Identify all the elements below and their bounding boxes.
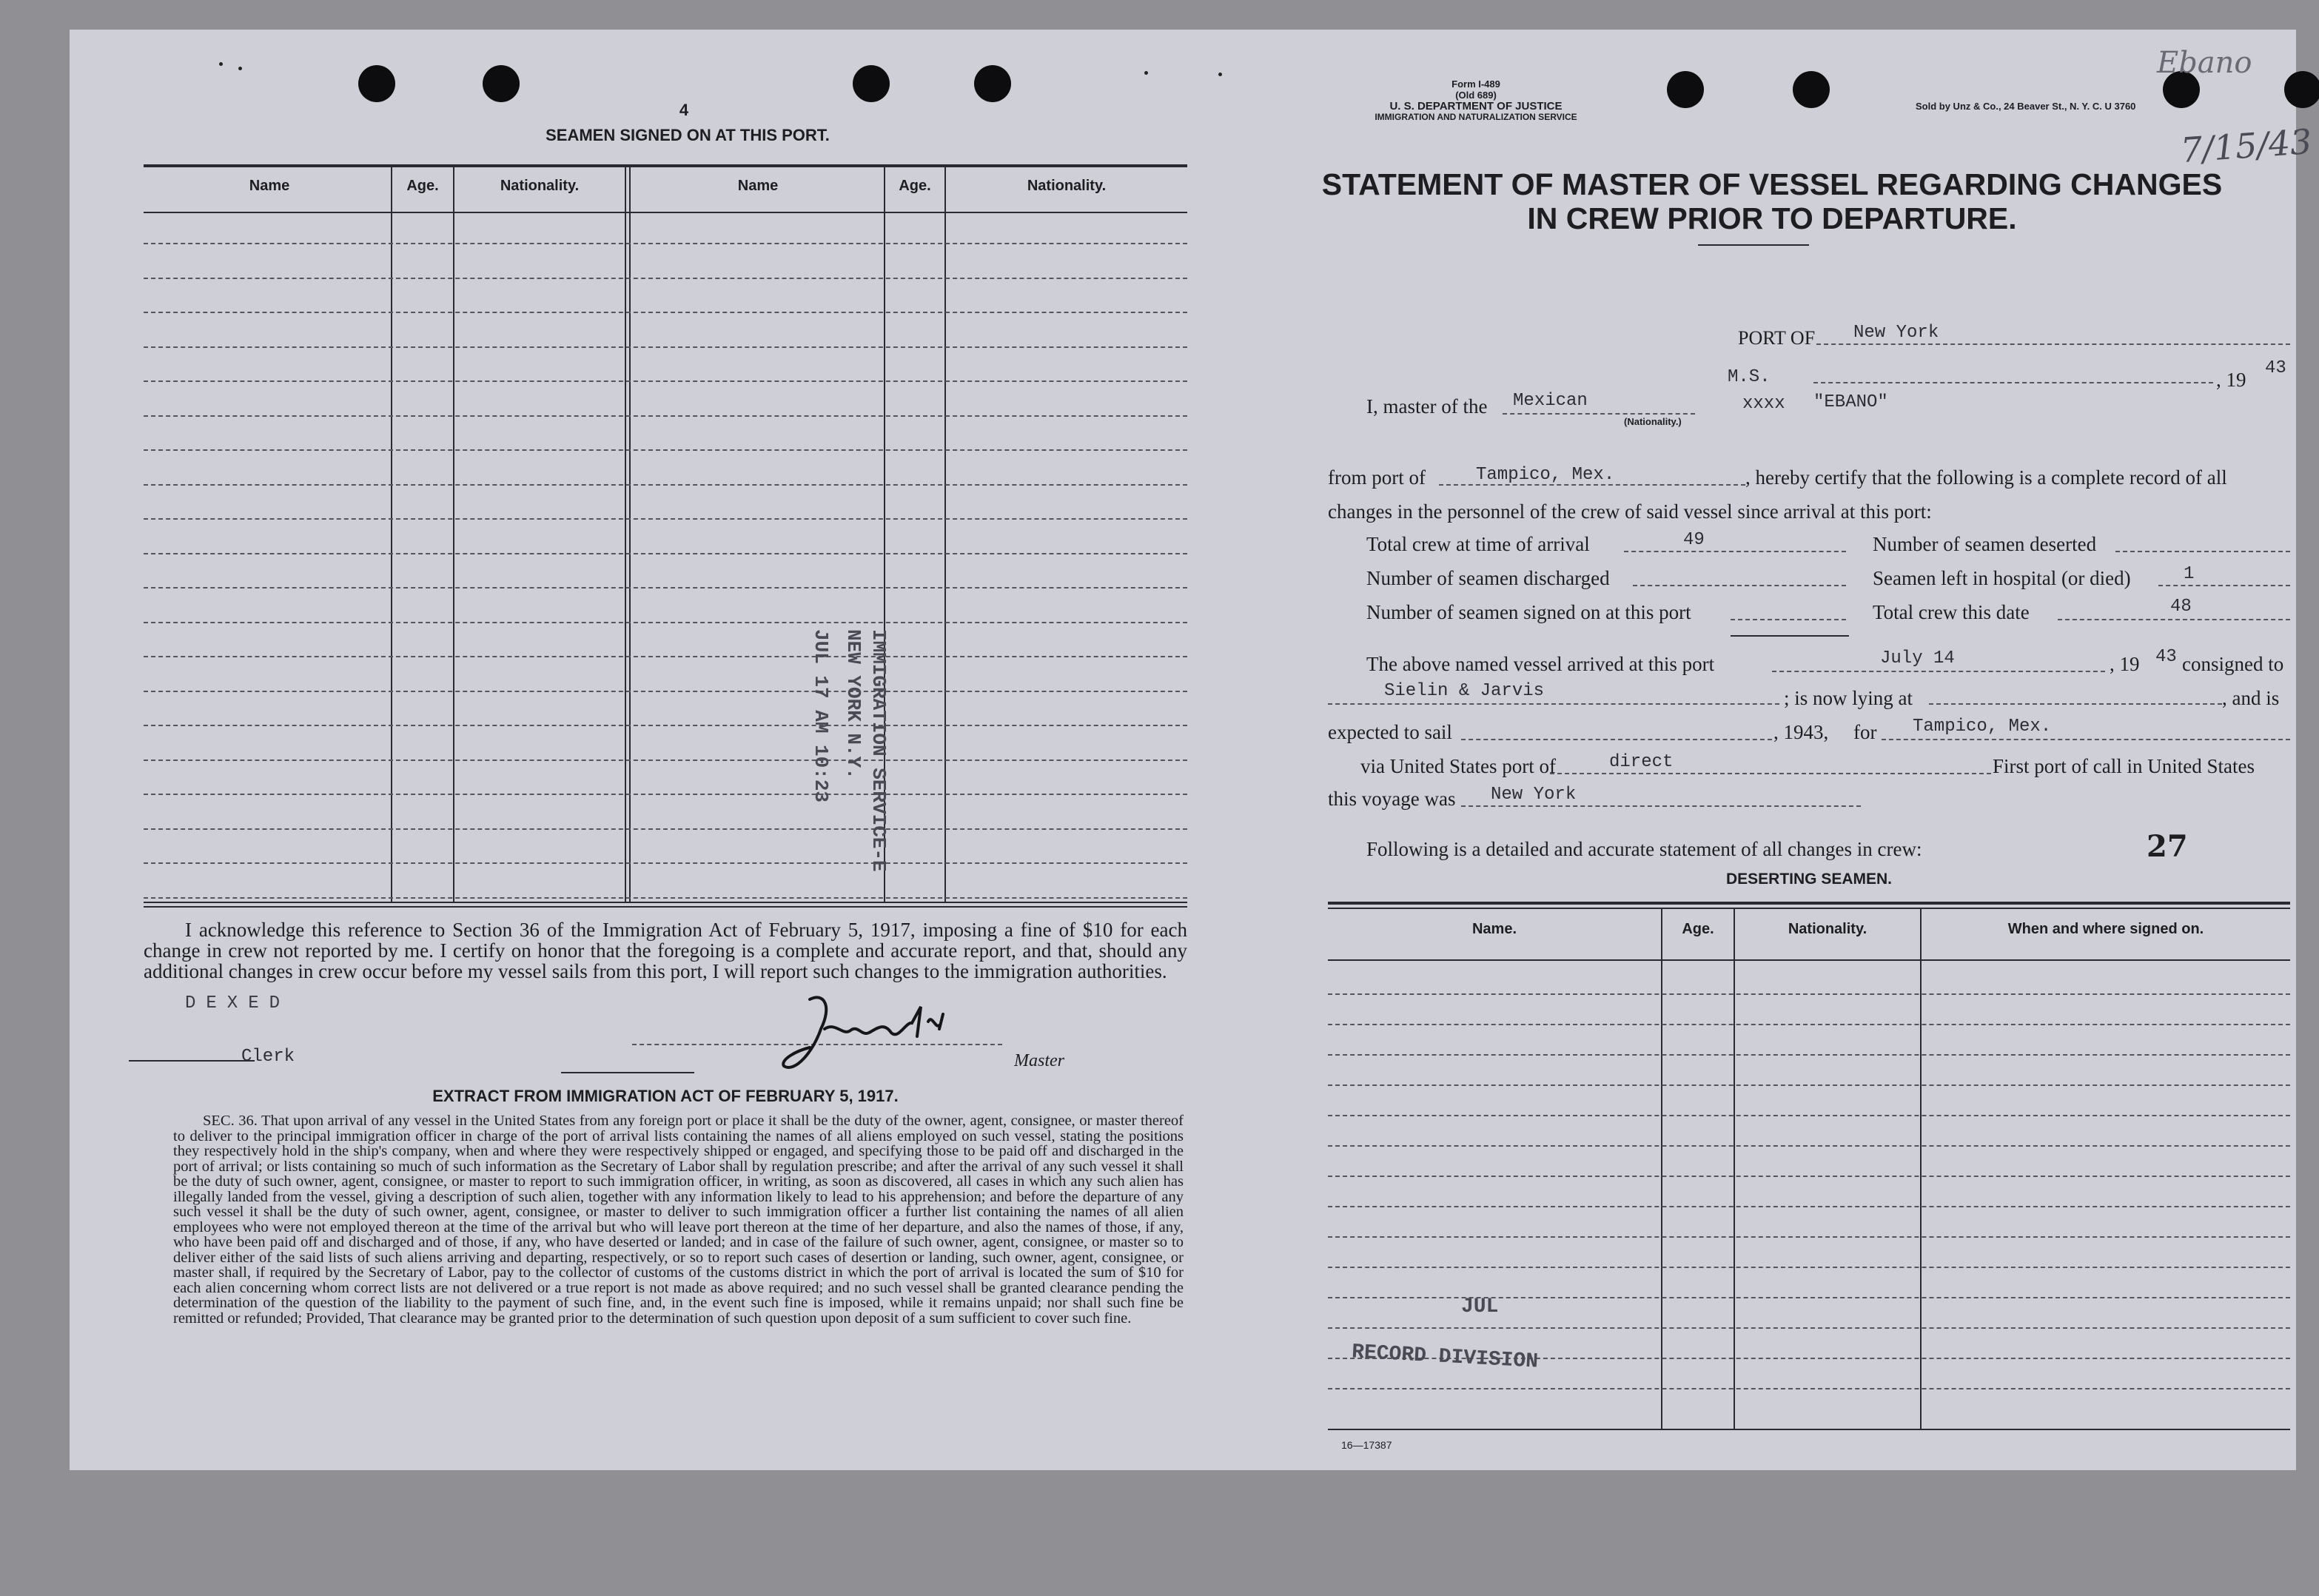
col-header-name: Name. bbox=[1471, 921, 1517, 937]
col-header-name: Name bbox=[249, 178, 290, 194]
table-row bbox=[144, 243, 1187, 244]
form-old: (Old 689) bbox=[1455, 90, 1497, 101]
table-row bbox=[1328, 1327, 2290, 1329]
total-arrival-label: Total crew at time of arrival bbox=[1366, 533, 1590, 555]
table-row bbox=[144, 760, 1187, 761]
nationality-value: Mexican bbox=[1513, 391, 1588, 411]
following-text: Following is a detailed and accurate statement of all changes in crew: bbox=[1366, 838, 1922, 860]
master-label: Master bbox=[1014, 1051, 1064, 1070]
deserting-title: DESERTING SEAMEN. bbox=[1725, 871, 1893, 888]
footer-code: 16—17387 bbox=[1341, 1439, 1392, 1451]
binder-hole bbox=[853, 65, 890, 102]
for-label: for bbox=[1853, 721, 1877, 743]
arrived-value: July 14 bbox=[1880, 648, 1955, 668]
table-row bbox=[144, 897, 1187, 899]
expected-year: , 1943, bbox=[1773, 721, 1829, 743]
col-header-nationality: Nationality. bbox=[500, 178, 580, 194]
table-row bbox=[144, 346, 1187, 348]
total-date-label: Total crew this date bbox=[1873, 601, 2030, 623]
extract-title: EXTRACT FROM IMMIGRATION ACT OF FEBRUARY 5, 1917. bbox=[432, 1087, 899, 1105]
immigration-stamp bbox=[808, 629, 891, 940]
table-row bbox=[1328, 1024, 2290, 1025]
col-header-nationality: Nationality. bbox=[1027, 178, 1107, 194]
binder-hole bbox=[1667, 71, 1704, 108]
left-section-title: SEAMEN SIGNED ON AT THIS PORT. bbox=[546, 126, 830, 144]
changes-text: changes in the personnel of the crew of said vessel since arrival at this port: bbox=[1328, 500, 1932, 523]
table-row bbox=[144, 312, 1187, 313]
corner-note: Ebano bbox=[2157, 46, 2252, 80]
first-port-label: First port of call in United States bbox=[1993, 755, 2255, 777]
col-header-age: Age. bbox=[406, 178, 439, 194]
form-title bbox=[1254, 167, 2290, 235]
total-date-value: 48 bbox=[2170, 597, 2192, 617]
record-division-stamp: RECORD DIVISION bbox=[1351, 1341, 1539, 1374]
total-arrival-value: 49 bbox=[1683, 530, 1705, 550]
table-row bbox=[144, 622, 1187, 623]
table-row bbox=[144, 449, 1187, 451]
record-stamp-top: JUL bbox=[1461, 1295, 1499, 1318]
col-header-age: Age. bbox=[899, 178, 931, 194]
page-number: 4 bbox=[679, 101, 689, 119]
title-line: STATEMENT OF MASTER OF VESSEL REGARDING CHANGES bbox=[1321, 167, 2223, 201]
from-port-label: from port of bbox=[1328, 466, 1426, 489]
vessel-name: "EBANO" bbox=[1813, 392, 1888, 412]
table-row bbox=[144, 484, 1187, 486]
expected-label: expected to sail bbox=[1328, 721, 1452, 743]
handwritten-date: 7/15/43 bbox=[2179, 121, 2314, 171]
hospital-value: 1 bbox=[2184, 564, 2195, 584]
table-row bbox=[1328, 1054, 2290, 1056]
col-header-when-where: When and where signed on. bbox=[2007, 921, 2204, 937]
binder-hole bbox=[483, 65, 520, 102]
arrived-label: The above named vessel arrived at this port bbox=[1366, 653, 1715, 675]
vessel-struck-text: xxxx bbox=[1742, 394, 1785, 414]
form-id: Form I-489 bbox=[1452, 78, 1500, 90]
table-row bbox=[1328, 1084, 2290, 1086]
vessel-type: M.S. bbox=[1728, 367, 1771, 387]
stamp-line: NEW YORK N.Y. bbox=[842, 629, 865, 779]
indexed-stamp: DEXED bbox=[185, 993, 291, 1013]
certify-text: , hereby certify that the following is a complete record of all bbox=[1745, 466, 2227, 489]
table-row bbox=[1328, 1145, 2290, 1147]
from-port-value: Tampico, Mex. bbox=[1476, 465, 1615, 485]
via-value: direct bbox=[1609, 752, 1674, 772]
consigned-label: consigned to bbox=[2182, 653, 2284, 675]
table-row bbox=[144, 691, 1187, 692]
voyage-label: this voyage was bbox=[1328, 788, 1456, 810]
table-row bbox=[1328, 1267, 2290, 1268]
year-value: 43 bbox=[2265, 358, 2286, 378]
binder-hole bbox=[974, 65, 1011, 102]
binder-hole bbox=[1793, 71, 1830, 108]
master-of-the-label: I, master of the bbox=[1366, 395, 1488, 418]
col-header-age: Age. bbox=[1682, 921, 1714, 937]
service: IMMIGRATION AND NATURALIZATION SERVICE bbox=[1375, 112, 1577, 122]
arrived-year: 43 bbox=[2155, 647, 2177, 667]
port-of-value: New York bbox=[1853, 323, 1939, 343]
form-header bbox=[1328, 78, 1624, 123]
stamp-line: JUL 17 AM 10:23 bbox=[810, 629, 832, 803]
department: U. S. DEPARTMENT OF JUSTICE bbox=[1389, 100, 1563, 113]
nationality-caption: (Nationality.) bbox=[1624, 416, 1682, 427]
table-row bbox=[144, 415, 1187, 417]
year-prefix: , 19 bbox=[2216, 369, 2246, 391]
discharged-label: Number of seamen discharged bbox=[1366, 567, 1610, 589]
table-row bbox=[144, 553, 1187, 554]
lying-label: ; is now lying at bbox=[1784, 687, 1913, 709]
for-value: Tampico, Mex. bbox=[1913, 717, 2052, 737]
table-row bbox=[144, 828, 1187, 830]
and-is-text: , and is bbox=[2222, 687, 2280, 709]
table-row bbox=[144, 380, 1187, 382]
table-row bbox=[144, 725, 1187, 726]
voyage-value: New York bbox=[1491, 785, 1577, 805]
table-row bbox=[1328, 1176, 2290, 1177]
table-row bbox=[144, 794, 1187, 795]
hospital-label: Seamen left in hospital (or died) bbox=[1873, 567, 2131, 589]
signed-on-label: Number of seamen signed on at this port bbox=[1366, 601, 1691, 623]
handwritten-number: 27 bbox=[2147, 829, 2188, 864]
title-line: IN CREW PRIOR TO DEPARTURE. bbox=[1527, 201, 2017, 235]
stamp-line: IMMIGRATION SERVICE-E bbox=[867, 629, 890, 872]
table-row bbox=[144, 518, 1187, 520]
arrived-year-prefix: , 19 bbox=[2110, 653, 2140, 675]
master-signature bbox=[780, 992, 995, 1081]
consignee-value: Sielin & Jarvis bbox=[1384, 681, 1545, 701]
col-header-name: Name bbox=[737, 178, 779, 194]
table-row bbox=[144, 862, 1187, 864]
via-label: via United States port of bbox=[1360, 755, 1556, 777]
table-row bbox=[1328, 1115, 2290, 1116]
table-row bbox=[1328, 1206, 2290, 1207]
table-row bbox=[144, 656, 1187, 657]
binder-hole bbox=[358, 65, 395, 102]
sold-by: Sold by Unz & Co., 24 Beaver St., N. Y. C. U 3760 bbox=[1916, 101, 2136, 112]
table-row bbox=[1328, 1236, 2290, 1238]
table-row bbox=[144, 587, 1187, 589]
table-row bbox=[144, 278, 1187, 279]
clerk-typed: Clerk bbox=[241, 1047, 295, 1067]
acknowledgment-text: I acknowledge this reference to Section 36 of the Immigration Act of February 5, 1917, imposing a fine of $10 for each change in crew not reported by me. I certify on honor that the foregoing is a complete and accurate report, and that, should any additional changes in crew occur before my vessel sails from this port, I will report such changes to the immigration authorities. bbox=[144, 919, 1187, 982]
table-row bbox=[1328, 1388, 2290, 1389]
table-row bbox=[1328, 993, 2290, 995]
deserted-label: Number of seamen deserted bbox=[1873, 533, 2097, 555]
document-sheet bbox=[70, 30, 2314, 1470]
port-of-label: PORT OF bbox=[1738, 327, 1816, 349]
col-header-nationality: Nationality. bbox=[1788, 921, 1867, 937]
extract-text: SEC. 36. That upon arrival of any vessel in the United States from any foreign port or place it shall be the duty of the owner, agent, consignee, or master thereof to deliver to the principal immigration officer in charge of the port of arrival lists containing the names of all aliens employed on such vessel, stating the positions they respectively hold in the ship's company, when and where they were respectively shipped or engaged, and specifying those to be paid off and discharged in the port of arrival; or lists containing so much of such information as the Secretary of Labor shall by regulation prescribe; and after the arrival of any such vessel it shall be the duty of such owner, agent, consignee, or master to report to such immigration officer, in writing, as soon as discovered, all cases in which any such alien has illegally landed from the vessel, giving a description of such alien, together with any information likely to lead to his apprehension; and before the departure of any such vessel it shall be the duty of such owner, agent, consignee, or master to deliver to such immigration officer a further list containing the names of all alien employees who were not employed thereon at the time of the arrival but who will leave port thereon at the time of her departure, and also the names of those, if any, who have been paid off and discharged and of those, if any, who have deserted or landed; and in case of the failure of such owner, agent, consignee, or master so to deliver either of the said lists of such aliens arriving and departing, respectively, or so to report such cases of desertion or landing, such owner, agent, consignee, or master shall, if required by the Secretary of Labor, pay to the collector of customs of the customs district in which the port of arrival is located the sum of $10 for each alien concerning whom correct lists are not delivered or a true report is not made as above required; and no such vessel shall be granted clearance pending the determination of the question of the liability to the payment of such fine, and, in the event such fine is imposed, while it remains unpaid; nor shall such fine be remitted or refunded; Provided, That clearance may be granted prior to the determination of such question upon deposit of a sum sufficient to cover such fine. bbox=[173, 1113, 1184, 1327]
